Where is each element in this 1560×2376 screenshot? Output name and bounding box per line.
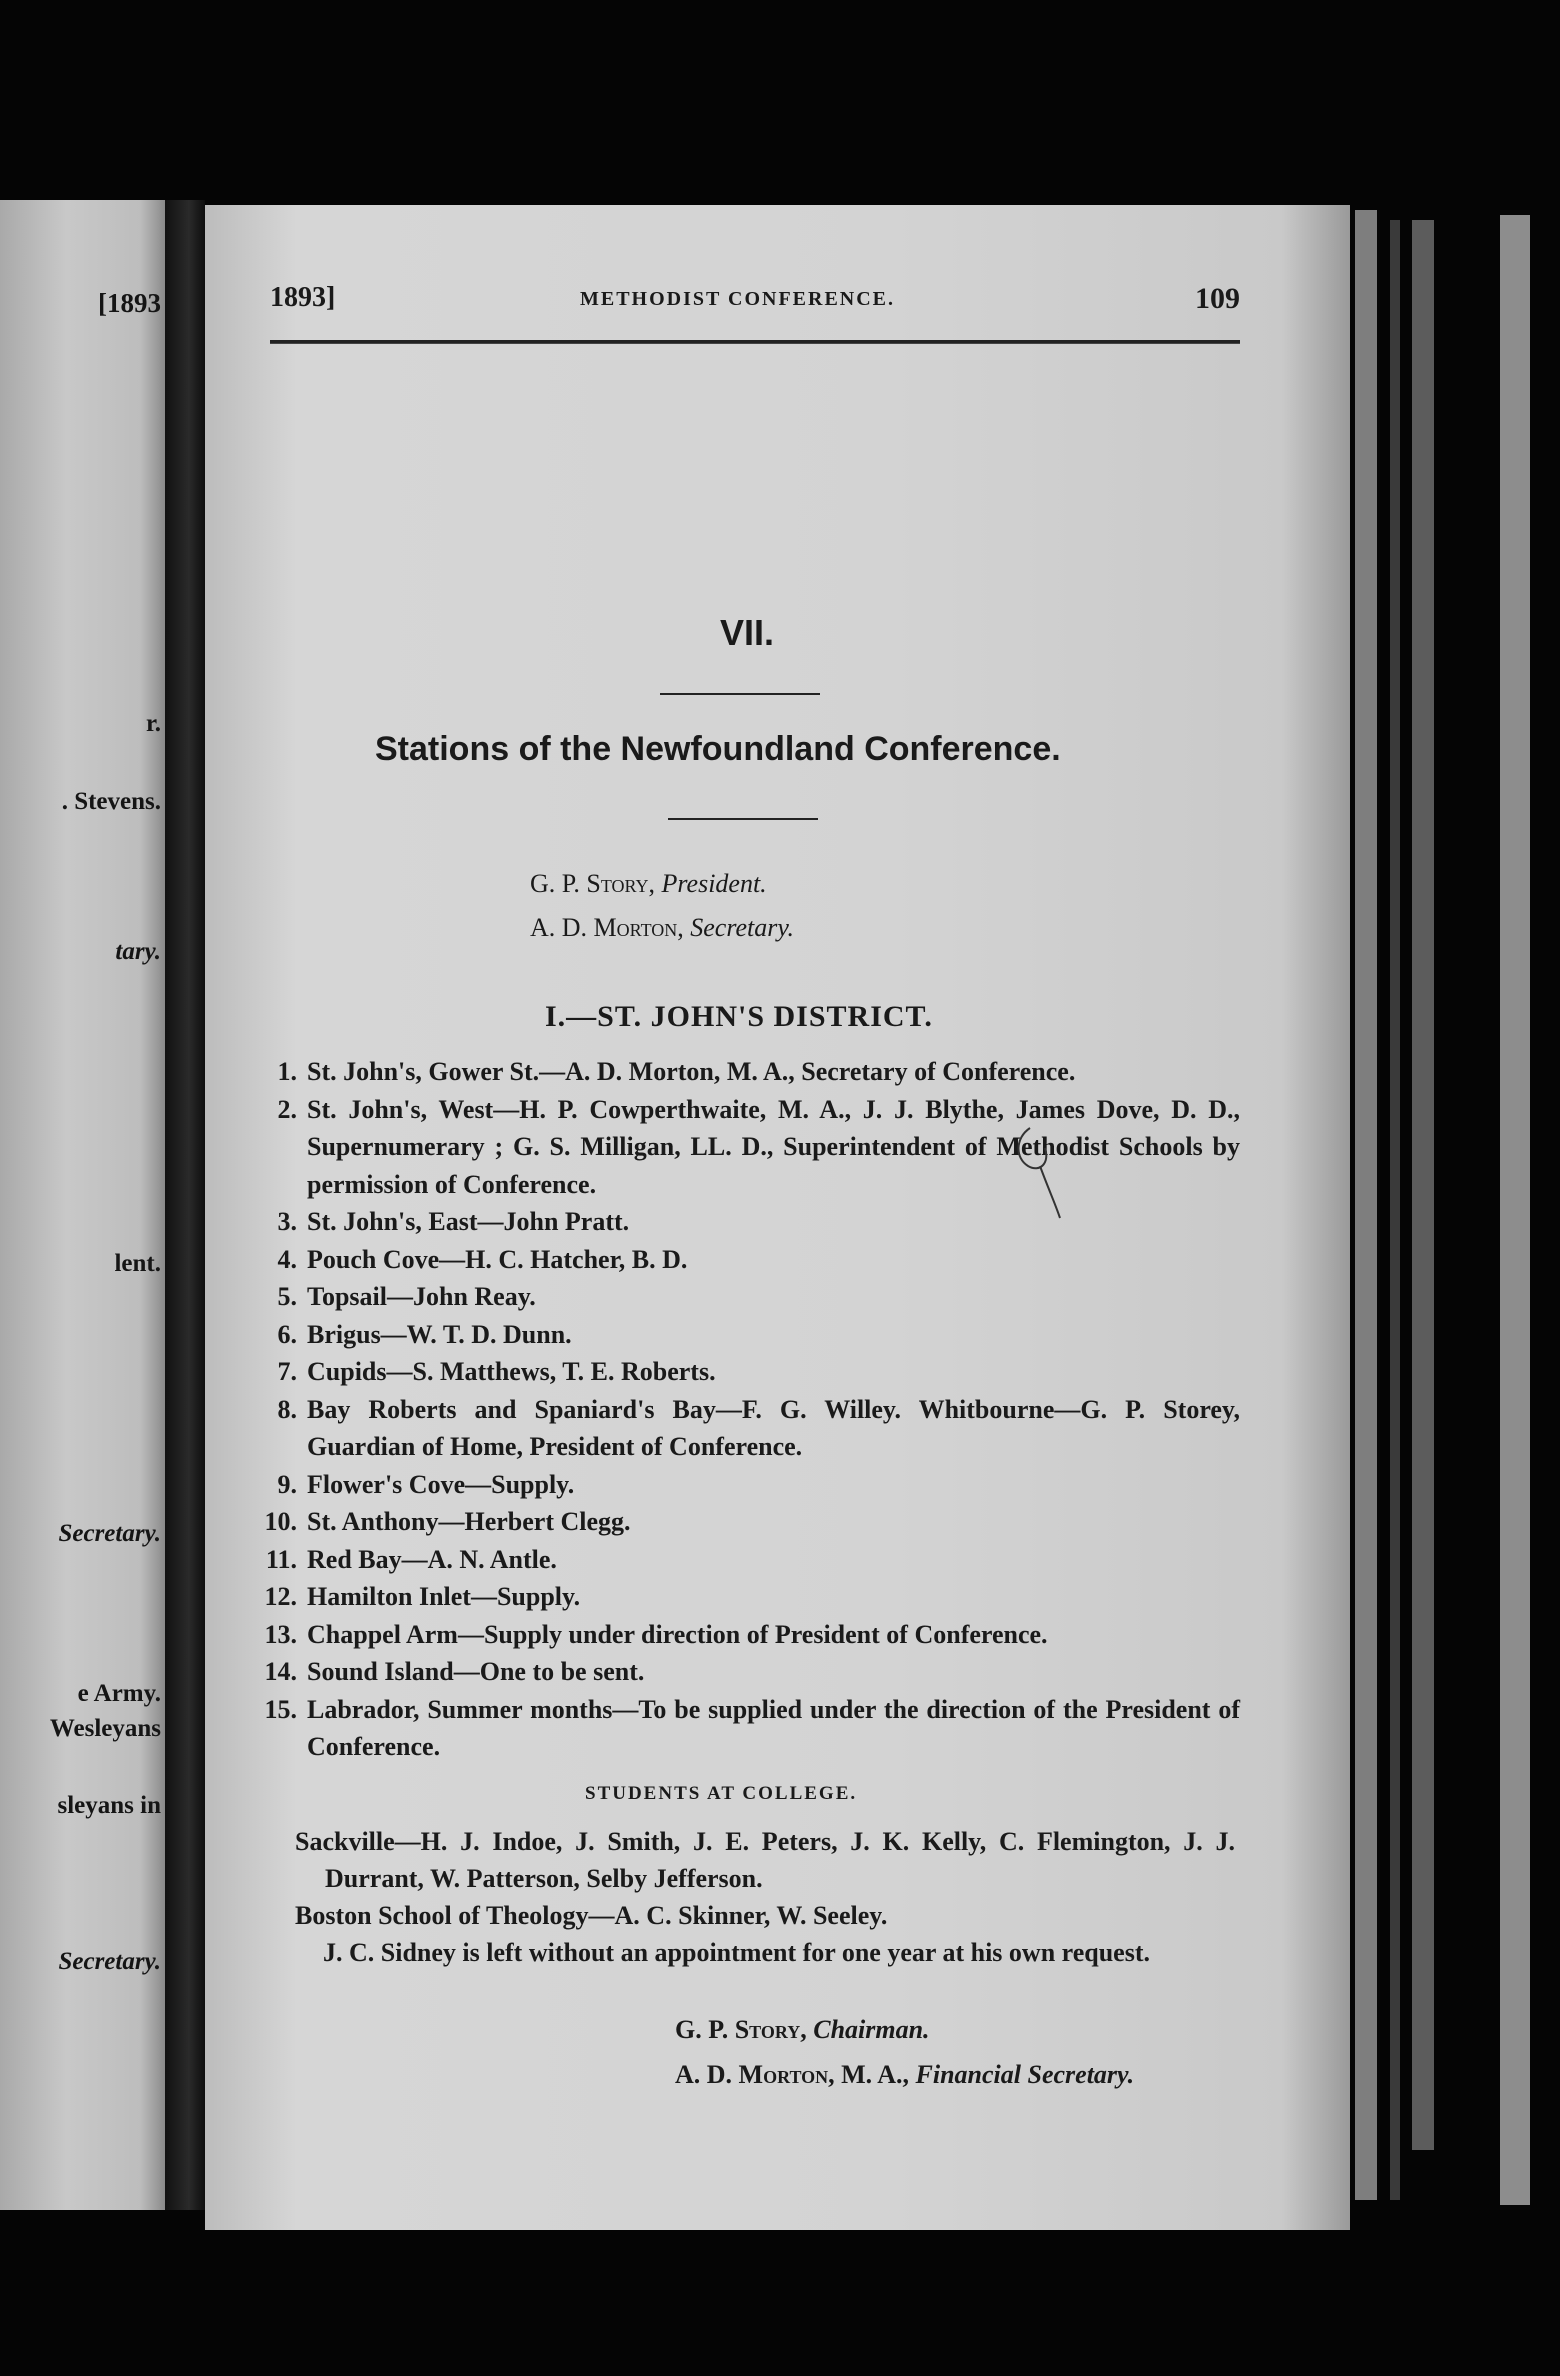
list-item: 10. St. Anthony—Herbert Clegg.	[264, 1507, 631, 1536]
facing-page-fragment: lent.	[114, 1250, 161, 1277]
list-item: 7. Cupids—S. Matthews, T. E. Roberts.	[277, 1357, 716, 1386]
list-item: 14. Sound Island—One to be sent.	[264, 1657, 645, 1686]
chairman-signature	[675, 2015, 930, 2045]
divider-rule	[660, 693, 820, 695]
list-item: 6. Brigus—W. T. D. Dunn.	[277, 1319, 572, 1349]
students-boston: Boston School of Theology—A. C. Skinner, W. Seeley.	[295, 1901, 888, 1930]
list-item: 15. Labrador, Summer months—To be supplied under the direction of the President of Conference.	[264, 1694, 1240, 1761]
header-rule	[270, 340, 1240, 344]
facing-page-fragment: tary.	[115, 938, 161, 965]
book-gutter	[165, 200, 205, 2210]
list-item: 4. Pouch Cove—H. C. Hatcher, B. D.	[277, 1244, 688, 1274]
list-item: 2. St. John's, West—H. P. Cowperthwaite, M. A., J. J. Blythe, James Dove, D. D., Supernumerary ; G. S. Milligan, LL. D., Superintendent of Methodist Schools by permission of Conference.	[277, 1094, 1240, 1199]
chairman-name: G. P. Story,	[675, 2015, 807, 2044]
page-number: 109	[1195, 282, 1240, 315]
facing-page-fragment: Secretary.	[58, 1948, 161, 1975]
page-edge	[1355, 210, 1377, 2200]
list-item: 9. Flower's Cove—Supply.	[277, 1469, 575, 1499]
facing-page-sliver	[0, 200, 165, 2210]
running-header-year: 1893]	[270, 282, 336, 313]
list-item: 8. Bay Roberts and Spaniard's Bay—F. G. Willey. Whitbourne—G. P. Storey, Guardian of Home, President of Conference.	[277, 1394, 1240, 1461]
facing-page-fragment: . Stevens.	[61, 788, 161, 815]
facing-page-fragment: Wesleyans	[49, 1715, 161, 1742]
students-section	[295, 1823, 1235, 1971]
facing-page-fragment: e Army.	[77, 1680, 161, 1707]
facing-page-fragment: r.	[145, 710, 161, 737]
list-item: 3. St. John's, East—John Pratt.	[277, 1207, 630, 1236]
president-line	[530, 862, 794, 906]
page-title: Stations of the Newfoundland Conference.	[375, 730, 1061, 768]
secretary-name: A. D. Morton,	[530, 913, 684, 942]
page-edge	[1412, 220, 1434, 2150]
conference-officers	[530, 862, 794, 950]
students-heading: STUDENTS AT COLLEGE.	[585, 1783, 858, 1804]
stations-list	[255, 1053, 1240, 1766]
list-item: 11. Red Bay—A. N. Antle.	[265, 1544, 557, 1574]
running-header-title: METHODIST CONFERENCE.	[580, 288, 896, 310]
divider-rule	[668, 818, 818, 820]
facing-page-fragment: sleyans in	[57, 1792, 161, 1819]
chairman-role: Chairman.	[813, 2015, 930, 2044]
page-edge	[1390, 220, 1400, 2200]
handwritten-pen-mark	[1010, 1118, 1070, 1228]
list-item: 5. Topsail—John Reay.	[277, 1282, 536, 1311]
students-note: J. C. Sidney is left without an appointment for one year at his own request.	[323, 1938, 1150, 1967]
secretary-line	[530, 906, 794, 950]
facing-page-fragment: Secretary.	[58, 1520, 161, 1547]
page-edge	[1500, 215, 1530, 2205]
district-heading: I.—ST. JOHN'S DISTRICT.	[545, 1000, 933, 1033]
financial-secretary-signature	[675, 2060, 1134, 2090]
financial-secretary-name: A. D. Morton, M. A.,	[675, 2060, 910, 2089]
facing-page-header: [1893	[98, 288, 161, 318]
president-name: G. P. Story,	[530, 869, 655, 898]
section-number: VII.	[720, 612, 775, 653]
list-item: 1. St. John's, Gower St.—A. D. Morton, M. A., Secretary of Conference.	[277, 1057, 1076, 1086]
students-sackville: Sackville—H. J. Indoe, J. Smith, J. E. Peters, J. K. Kelly, C. Flemington, J. J. Durrant, W. Patterson, Selby Jefferson.	[295, 1827, 1235, 1893]
list-item: 12. Hamilton Inlet—Supply.	[264, 1582, 581, 1611]
list-item: 13. Chappel Arm—Supply under direction of President of Conference.	[264, 1619, 1048, 1649]
financial-secretary-role: Financial Secretary.	[915, 2060, 1135, 2089]
president-role: President.	[661, 869, 767, 898]
secretary-role: Secretary.	[690, 913, 794, 942]
